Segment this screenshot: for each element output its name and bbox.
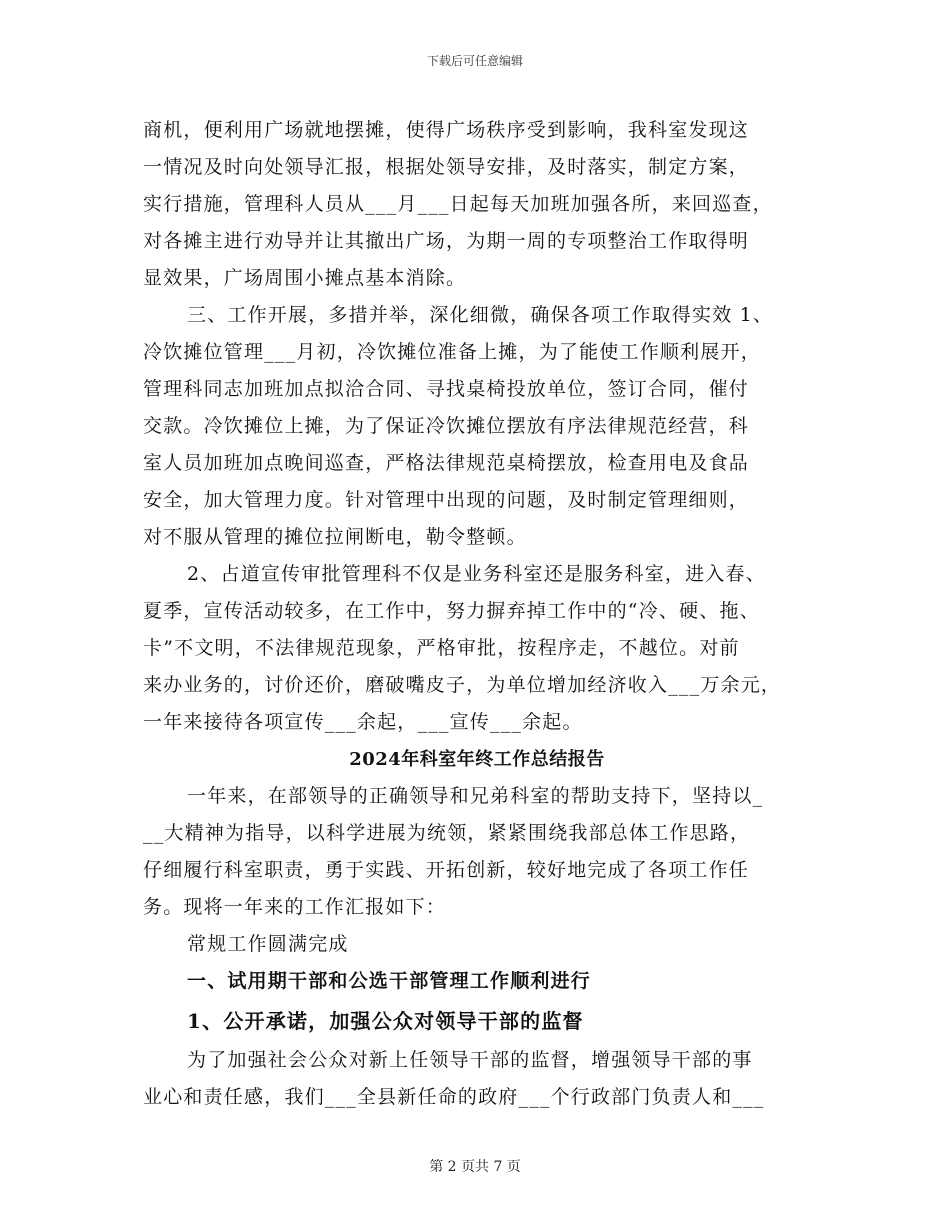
paragraph-line: 实行措施，管理科人员从___月___日起每天加班加强各所，来回巡查， xyxy=(143,193,773,215)
section-heading: 一、试用期干部和公选干部管理工作顺利进行 xyxy=(187,970,592,992)
paragraph-line: 安全，加大管理力度。针对管理中出现的问题，及时制定管理细则， xyxy=(143,489,750,511)
paragraph-line: 仔细履行科室职责，勇于实践、开拓创新，较好地完成了各项工作任 xyxy=(143,859,750,881)
document-body xyxy=(143,112,811,1116)
paragraph-line: 冷饮摊位管理___月初，冷饮摊位准备上摊，为了能使工作顺利展开， xyxy=(143,341,761,363)
paragraph-line: __大精神为指导，以科学进展为统领，紧紧围绕我部总体工作思路， xyxy=(143,822,751,844)
paragraph-line: 卡”不文明，不法律规范现象，严格审批，按程序走，不越位。对前 xyxy=(143,637,740,659)
subsection-heading: 1、公开承诺，加强公众对领导干部的监督 xyxy=(187,1009,584,1033)
paragraph-line: 管理科同志加班加点拟洽合同、寻找桌椅投放单位，签订合同，催付 xyxy=(143,378,750,400)
paragraph-line: 三、工作开展，多措并举，深化细微，确保各项工作取得实效 1、 xyxy=(187,304,774,326)
paragraph-line: 2、占道宣传审批管理科不仅是业务科室还是服务科室，进入春、 xyxy=(187,563,766,585)
paragraph-line: 显效果，广场周围小摊点基本消除。 xyxy=(143,267,467,289)
paragraph-line: 来办业务的，讨价还价，磨破嘴皮子，为单位增加经济收入___万余元， xyxy=(143,674,782,696)
paragraph-line: 一年来接待各项宣传___余起，___宣传___余起。 xyxy=(143,711,583,733)
paragraph-line: 务。现将一年来的工作汇报如下： xyxy=(143,896,447,918)
paragraph-line: 一年来，在部领导的正确领导和兄弟科室的帮助支持下，坚持以_ xyxy=(187,785,764,807)
paragraph-line: 交款。冷饮摊位上摊，为了保证冷饮摊位摆放有序法律规范经营，科 xyxy=(143,415,750,437)
paragraph-line: 夏季，宣传活动较多，在工作中，努力摒弃掉工作中的“冷、硬、拖、 xyxy=(143,600,760,622)
paragraph-line: 商机，便利用广场就地摆摊，使得广场秩序受到影响，我科室发现这 xyxy=(143,119,750,141)
document-title: 2024年科室年终工作总结报告 xyxy=(349,749,605,770)
paragraph-line: 业心和责任感，我们___全县新任命的政府___个行政部门负责人和___ xyxy=(143,1086,765,1108)
paragraph-line: 室人员加班加点晚间巡查，严格法律规范桌椅摆放，检查用电及食品 xyxy=(143,452,750,474)
page-number: 第 2 页共 7 页 xyxy=(429,1159,521,1175)
paragraph-line: 对不服从管理的摊位拉闸断电，勒令整顿。 xyxy=(143,526,527,548)
page-header-note: 下载后可任意编辑 xyxy=(426,54,523,68)
paragraph-line: 一情况及时向处领导汇报，根据处领导安排，及时落实，制定方案， xyxy=(143,156,750,178)
paragraph-line: 对各摊主进行劝导并让其撤出广场，为期一周的专项整治工作取得明 xyxy=(143,230,750,252)
section-label: 常规工作圆满完成 xyxy=(187,933,349,955)
paragraph-line: 为了加强社会公众对新上任领导干部的监督，增强领导干部的事 xyxy=(187,1049,753,1071)
